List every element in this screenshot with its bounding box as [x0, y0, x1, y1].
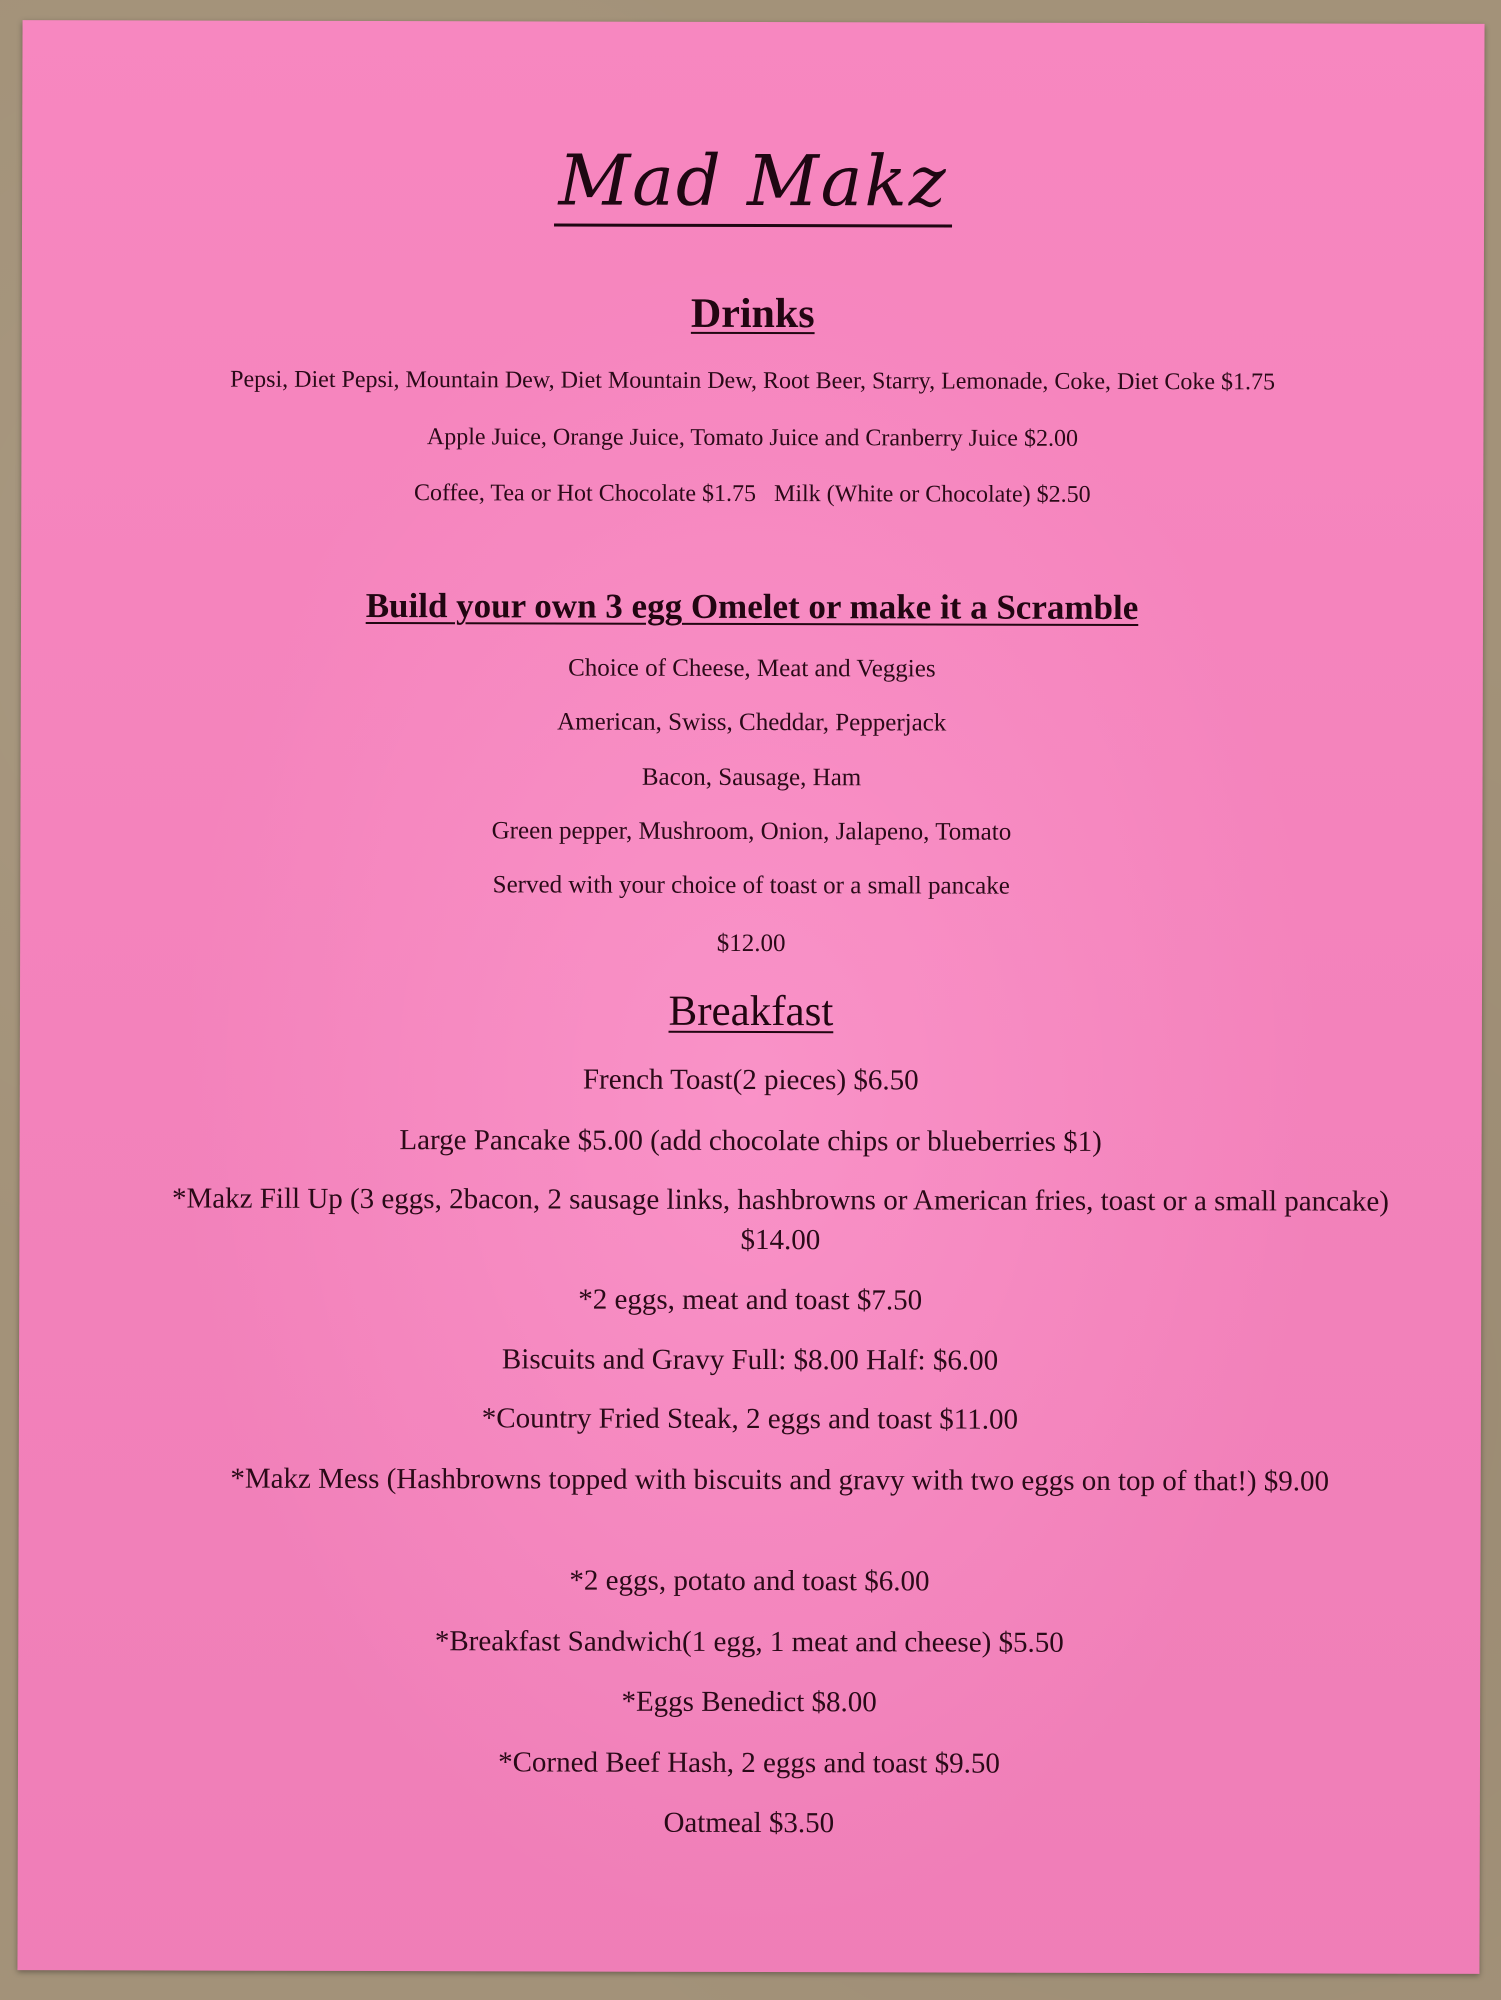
- menu-paper: [17, 20, 1484, 1974]
- omelet-line: Choice of Cheese, Meat and Veggies: [568, 654, 936, 683]
- breakfast-item: *Breakfast Sandwich(1 egg, 1 meat and cheese) $5.50: [434, 1625, 1064, 1659]
- omelet-line: Served with your choice of toast or a small pancake: [492, 871, 1010, 900]
- drinks-heading: [22, 288, 1484, 340]
- breakfast-heading-text: Breakfast: [668, 987, 834, 1036]
- breakfast-item: *Makz Mess (Hashbrowns topped with biscuits and gravy with two eggs on top of that!) $9.00: [230, 1462, 1330, 1498]
- breakfast-item: *Country Fried Steak, 2 eggs and toast $11.00: [481, 1402, 1019, 1436]
- breakfast-heading: [20, 985, 1482, 1038]
- drinks-hot-beverages: Coffee, Tea or Hot Chocolate $1.75: [413, 480, 757, 508]
- omelet-line: Green pepper, Mushroom, Onion, Jalapeno, Tomato: [491, 817, 1012, 846]
- breakfast-item: French Toast(2 pieces) $6.50: [582, 1063, 919, 1097]
- drinks-line-juices: Apple Juice, Orange Juice, Tomato Juice and Cranberry Juice $2.00: [426, 424, 1078, 452]
- breakfast-item: *2 eggs, potato and toast $6.00: [569, 1564, 930, 1598]
- drinks-heading-text: Drinks: [690, 290, 815, 338]
- breakfast-item: *2 eggs, meat and toast $7.50: [578, 1283, 923, 1317]
- breakfast-item: Oatmeal $3.50: [663, 1806, 835, 1840]
- drinks-line-hot: [161, 479, 1343, 509]
- omelet-price: $12.00: [716, 929, 786, 958]
- drinks-milk: Milk (White or Chocolate) $2.50: [773, 481, 1091, 508]
- restaurant-title-text: Mad Makz: [554, 139, 951, 227]
- menu-content: [23, 20, 1485, 1840]
- omelet-heading: [21, 585, 1483, 629]
- breakfast-item: *Corned Beef Hash, 2 eggs and toast $9.50: [498, 1746, 1000, 1780]
- breakfast-item: *Makz Fill Up (3 eggs, 2bacon, 2 sausage links, hashbrowns or American fries, toast or a small pancake) $14.00: [171, 1182, 1389, 1257]
- breakfast-item: Biscuits and Gravy Full: $8.00 Half: $6.00: [501, 1343, 999, 1377]
- drinks-line-sodas: Pepsi, Diet Pepsi, Mountain Dew, Diet Mountain Dew, Root Beer, Starry, Lemonade, Coke, Diet Coke $1.75: [230, 366, 1276, 396]
- breakfast-item: *Eggs Benedict $8.00: [621, 1685, 877, 1719]
- breakfast-item: Large Pancake $5.00 (add chocolate chips or blueberries $1): [399, 1124, 1102, 1158]
- omelet-line: Bacon, Sausage, Ham: [641, 763, 862, 792]
- omelet-heading-text: Build your own 3 egg Omelet or make it a Scramble: [365, 585, 1139, 628]
- restaurant-title: [22, 138, 1484, 224]
- omelet-line: American, Swiss, Cheddar, Pepperjack: [557, 708, 947, 737]
